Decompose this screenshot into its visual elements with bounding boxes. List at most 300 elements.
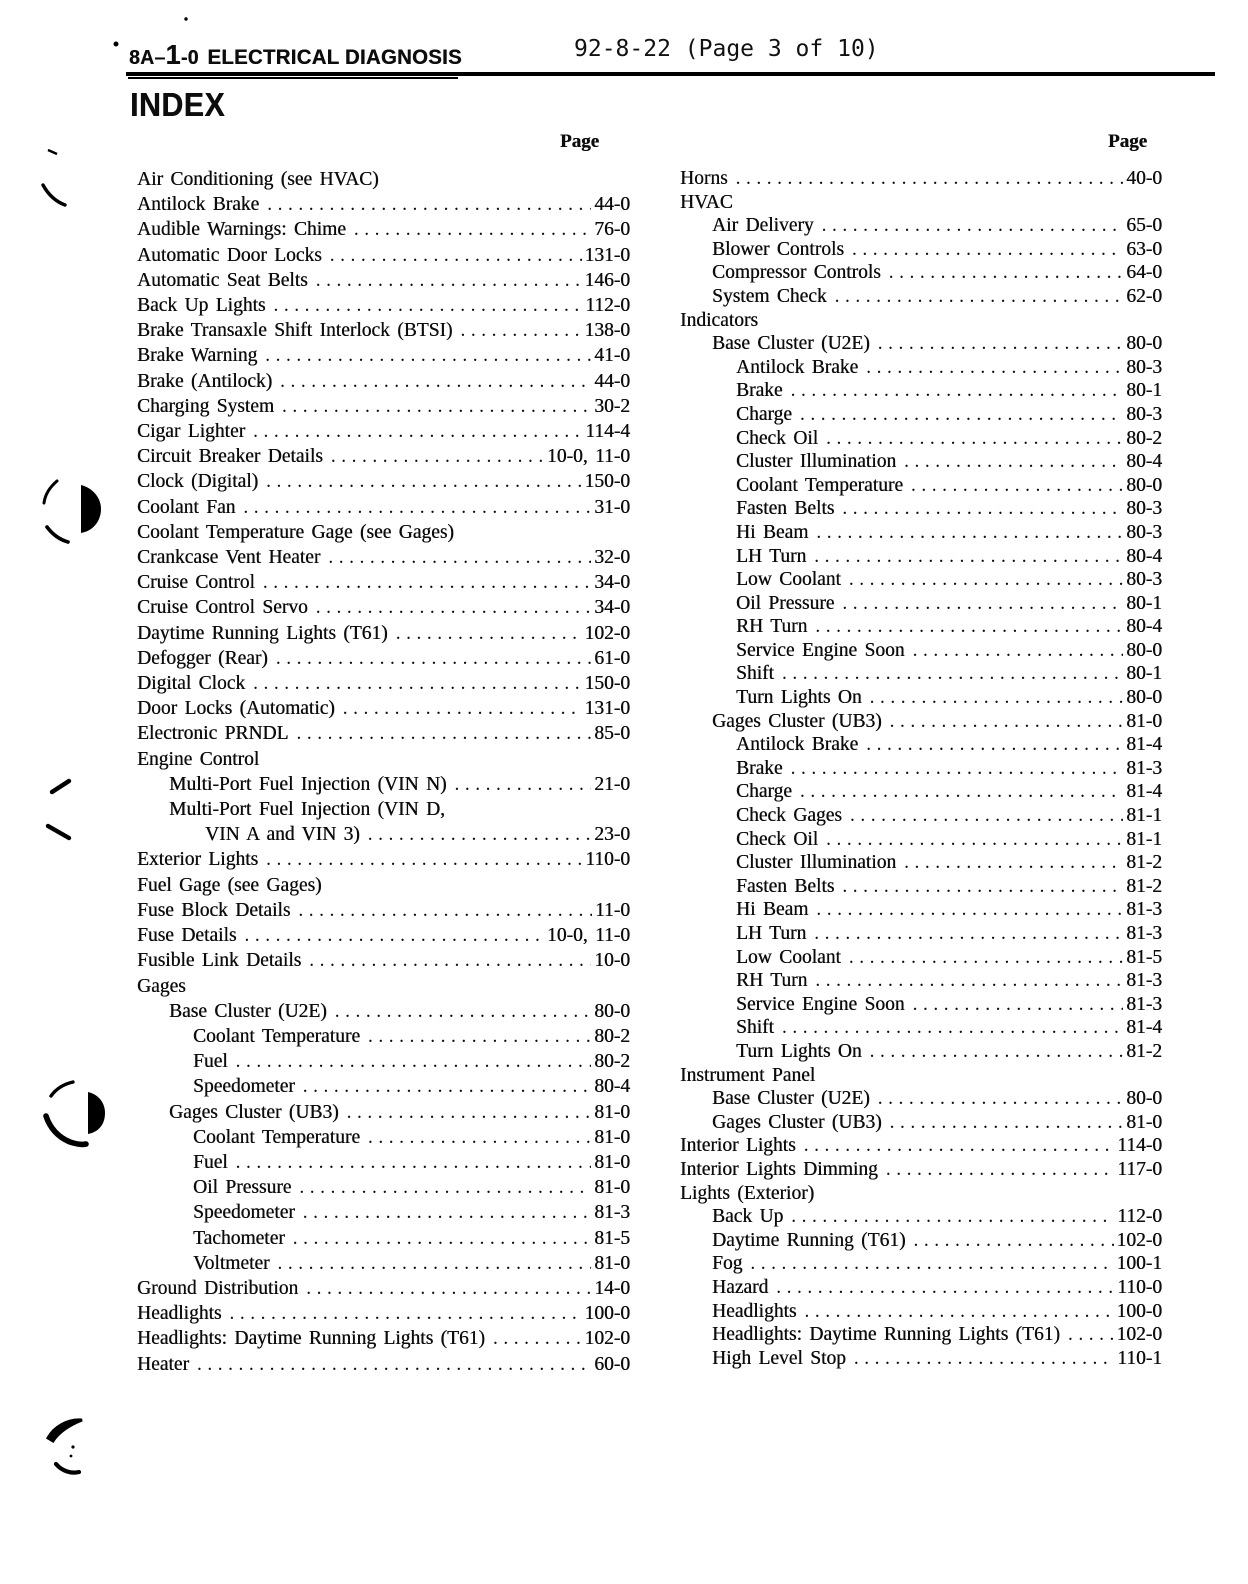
entry-page-number: 80-0	[1126, 333, 1162, 355]
entry-label: Air Conditioning (see HVAC)	[137, 169, 379, 190]
entry-page-number: 80-4	[1126, 616, 1162, 638]
dot-leader	[460, 318, 581, 343]
entry-page-number: 80-0	[1126, 1088, 1162, 1110]
index-entry	[137, 268, 630, 293]
entry-label: Automatic Seat Belts	[137, 269, 308, 291]
entry-label: Cluster Illumination	[736, 852, 897, 874]
entry-page-number: 34-0	[594, 572, 630, 594]
index-entry	[680, 450, 1162, 474]
index-entry	[137, 999, 630, 1024]
dot-leader	[782, 1016, 1123, 1040]
entry-page-number: 114-0	[1117, 1135, 1162, 1157]
entry-label: Check Oil	[736, 828, 819, 850]
index-entry	[137, 1226, 630, 1251]
index-entry	[680, 686, 1162, 710]
index-entry	[137, 948, 630, 973]
dot-leader	[804, 1134, 1115, 1158]
entry-page-number: 21-0	[594, 773, 630, 795]
entry-label: Ground Distribution	[137, 1277, 299, 1299]
page-column-header-left: Page	[560, 131, 600, 152]
index-entry	[680, 710, 1162, 734]
entry-page-number: 31-0	[594, 496, 630, 518]
entry-label: Brake Warning	[137, 345, 258, 367]
dot-leader	[278, 1251, 592, 1276]
index-entry	[137, 822, 630, 847]
speck-mark	[71, 1445, 74, 1448]
entry-label: Cluster Illumination	[736, 451, 897, 473]
index-entry	[137, 646, 630, 671]
index-entry	[137, 1200, 630, 1225]
dot-leader	[293, 1226, 592, 1251]
entry-page-number: 150-0	[584, 673, 630, 695]
dot-leader	[870, 1040, 1124, 1064]
dot-leader	[253, 419, 582, 444]
entry-page-number: 76-0	[594, 219, 630, 241]
index-entry	[680, 828, 1162, 852]
index-entry	[137, 1326, 630, 1351]
dot-leader	[347, 1100, 592, 1125]
index-entry	[137, 1150, 630, 1175]
entry-label: Cruise Control	[137, 572, 255, 594]
entry-label: Lights (Exterior)	[680, 1182, 815, 1204]
index-entry	[680, 474, 1162, 498]
dot-leader	[913, 639, 1124, 663]
index-entry	[137, 696, 630, 721]
entry-label: Low Coolant	[736, 946, 841, 968]
entry-label: Headlights	[712, 1300, 797, 1322]
dot-leader	[244, 923, 544, 948]
entry-label: Voltmeter	[193, 1252, 270, 1274]
index-entry	[680, 662, 1162, 686]
index-entry	[680, 1134, 1162, 1158]
entry-page-number: 100-0	[1116, 1300, 1162, 1322]
entry-page-number: 23-0	[594, 824, 630, 846]
dot-leader	[316, 268, 582, 293]
section-code-number: 1	[165, 39, 181, 70]
punch-hole-mark	[56, 1464, 79, 1473]
index-entry	[680, 379, 1162, 403]
entry-label: LH Turn	[736, 923, 807, 944]
entry-page-number: 114-4	[585, 421, 630, 443]
entry-label: Shift	[736, 663, 774, 685]
dot-leader	[368, 1125, 591, 1150]
entry-page-number: 131-0	[584, 698, 630, 720]
index-entry	[680, 946, 1162, 970]
entry-label: VIN A and VIN 3)	[205, 824, 360, 846]
entry-page-number: 80-1	[1126, 380, 1162, 402]
index-entry	[680, 1229, 1162, 1253]
index-entry	[680, 875, 1162, 899]
index-entry	[680, 1087, 1162, 1111]
entry-page-number: 81-4	[1126, 734, 1162, 756]
running-header	[129, 41, 462, 70]
entry-page-number: 102-0	[584, 622, 630, 644]
dot-leader	[800, 780, 1123, 804]
entry-page-number: 102-0	[1116, 1324, 1162, 1346]
dot-leader	[316, 595, 592, 620]
index-entry	[680, 332, 1162, 356]
entry-label: Headlights	[137, 1303, 222, 1325]
entry-page-number: 80-1	[1126, 663, 1162, 685]
dot-leader	[800, 403, 1123, 427]
index-entry	[137, 469, 630, 494]
dot-leader	[913, 1229, 1113, 1253]
dot-leader	[791, 757, 1124, 781]
entry-label: Gages Cluster (UB3)	[169, 1101, 339, 1123]
entry-label: Turn Lights On	[736, 687, 862, 709]
entry-label: Multi-Port Fuel Injection (VIN D,	[169, 799, 445, 821]
punch-hole-mark	[51, 1082, 73, 1096]
dot-leader	[804, 1300, 1113, 1324]
punch-hole-mark	[88, 1092, 105, 1134]
dot-leader	[273, 293, 582, 318]
index-entry	[137, 419, 630, 444]
punch-hole-mark	[46, 1116, 86, 1144]
entry-label: Base Cluster (U2E)	[712, 1088, 870, 1110]
entry-page-number: 80-3	[1126, 521, 1162, 543]
entry-label: Low Coolant	[736, 569, 841, 591]
dot-leader	[866, 733, 1123, 757]
index-entry	[680, 1347, 1162, 1371]
entry-page-number: 81-5	[1126, 946, 1162, 968]
index-heading	[137, 797, 630, 822]
index-entry	[137, 1251, 630, 1276]
dot-leader	[842, 592, 1123, 616]
entry-label: Interior Lights Dimming	[680, 1158, 878, 1180]
entry-label: System Check	[712, 285, 827, 307]
index-entry	[680, 497, 1162, 521]
index-entry	[680, 1252, 1162, 1276]
entry-page-number: 80-3	[1126, 356, 1162, 378]
entry-page-number: 80-0	[594, 1000, 630, 1022]
dot-leader	[328, 545, 591, 570]
entry-label: Air Delivery	[712, 215, 814, 237]
entry-label: Multi-Port Fuel Injection (VIN N)	[169, 773, 447, 795]
entry-label: Headlights: Daytime Running Lights (T61)	[712, 1324, 1060, 1346]
dot-leader	[736, 167, 1124, 191]
entry-label: Clock (Digital)	[137, 471, 259, 493]
index-heading	[680, 191, 1162, 215]
entry-label: RH Turn	[736, 616, 808, 638]
speck-mark	[70, 1455, 73, 1458]
entry-page-number: 11-0	[594, 899, 630, 921]
entry-page-number: 100-1	[1116, 1253, 1162, 1275]
index-entry	[137, 394, 630, 419]
dot-leader	[309, 948, 591, 973]
dot-leader	[904, 450, 1123, 474]
entry-label: Fuel	[193, 1151, 228, 1173]
entry-page-number: 146-0	[584, 269, 630, 291]
entry-label: Hi Beam	[736, 521, 809, 543]
entry-page-number: 30-2	[594, 395, 630, 417]
index-entry	[680, 804, 1162, 828]
entry-label: Coolant Temperature	[736, 474, 904, 496]
dot-leader	[791, 1205, 1114, 1229]
entry-label: Fuse Block Details	[137, 899, 291, 921]
index-entry	[680, 615, 1162, 639]
dot-leader	[266, 847, 582, 872]
entry-page-number: 81-3	[594, 1202, 630, 1224]
index-entry	[137, 1175, 630, 1200]
dot-leader	[870, 686, 1124, 710]
entry-label: Hi Beam	[736, 899, 809, 921]
entry-label: Hazard	[712, 1276, 769, 1298]
index-heading	[137, 873, 630, 898]
index-heading	[680, 1064, 1162, 1088]
dot-leader	[455, 772, 592, 797]
index-entry	[680, 922, 1162, 946]
entry-page-number: 65-0	[1126, 215, 1162, 237]
dot-leader	[296, 721, 591, 746]
dot-leader	[791, 379, 1124, 403]
entry-label: Coolant Fan	[137, 496, 236, 518]
dot-leader	[913, 993, 1124, 1017]
punch-hole-mark	[81, 485, 101, 533]
entry-label: Interior Lights	[680, 1135, 796, 1157]
entry-label: Exterior Lights	[137, 849, 259, 871]
entry-label: Check Gages	[736, 805, 842, 827]
dot-leader	[303, 1074, 591, 1099]
dot-leader	[842, 497, 1123, 521]
dot-leader	[265, 343, 591, 368]
entry-page-number: 62-0	[1126, 285, 1162, 307]
entry-page-number: 81-0	[594, 1101, 630, 1123]
entry-page-number: 80-2	[1126, 427, 1162, 449]
entry-label: Gages	[137, 975, 186, 997]
dot-leader	[852, 238, 1123, 262]
index-entry	[680, 780, 1162, 804]
entry-label: Antilock Brake	[736, 734, 859, 756]
entry-page-number: 138-0	[584, 320, 630, 342]
entry-label: Defogger (Rear)	[137, 647, 268, 669]
entry-page-number: 81-0	[594, 1151, 630, 1173]
index-entry	[137, 1100, 630, 1125]
entry-page-number: 32-0	[594, 547, 630, 569]
entry-label: LH Turn	[736, 545, 807, 567]
entry-page-number: 81-1	[1126, 828, 1162, 850]
entry-label: Fuel Gage (see Gages)	[137, 874, 322, 896]
entry-page-number: 102-0	[1116, 1229, 1162, 1251]
entry-page-number: 81-2	[1126, 875, 1162, 897]
entry-label: Fog	[712, 1253, 743, 1275]
index-entry	[137, 444, 630, 469]
index-entry	[137, 369, 630, 394]
entry-label: Crankcase Vent Heater	[137, 547, 321, 569]
index-heading	[137, 167, 630, 192]
index-entry	[680, 1040, 1162, 1064]
dot-leader	[266, 469, 581, 494]
entry-label: Fuse Details	[137, 925, 237, 947]
entry-page-number: 44-0	[594, 194, 630, 216]
dot-leader	[343, 696, 582, 721]
index-entry	[137, 495, 630, 520]
entry-page-number: 80-2	[594, 1051, 630, 1073]
index-entry	[137, 343, 630, 368]
dot-leader	[368, 822, 591, 847]
dot-leader	[330, 243, 582, 268]
index-heading	[137, 974, 630, 999]
entry-label: Compressor Controls	[712, 262, 881, 284]
dot-leader	[282, 394, 591, 419]
entry-page-number: 34-0	[594, 597, 630, 619]
dot-leader	[835, 285, 1124, 309]
dot-leader	[782, 662, 1123, 686]
speck-mark	[184, 17, 187, 20]
entry-page-number: 80-0	[1126, 474, 1162, 496]
entry-label: Daytime Running (T61)	[712, 1229, 906, 1251]
index-entry	[137, 545, 630, 570]
dot-leader	[331, 444, 544, 469]
dot-leader	[776, 1276, 1114, 1300]
index-entry	[680, 1323, 1162, 1347]
entry-label: Electronic PRNDL	[137, 723, 289, 745]
entry-page-number: 14-0	[594, 1277, 630, 1299]
entry-label: Automatic Door Locks	[137, 244, 322, 266]
punch-hole-mark	[48, 1420, 82, 1441]
pen-mark	[48, 150, 57, 154]
entry-label: Check Oil	[736, 427, 819, 449]
index-entry	[137, 1024, 630, 1049]
entry-page-number: 81-3	[1126, 970, 1162, 992]
entry-label: Digital Clock	[137, 673, 246, 695]
dot-leader	[750, 1252, 1113, 1276]
dot-leader	[303, 1200, 591, 1225]
entry-page-number: 81-0	[594, 1126, 630, 1148]
entry-page-number: 81-3	[1126, 899, 1162, 921]
entry-page-number: 40-0	[1126, 168, 1162, 189]
entry-label: Charge	[736, 403, 792, 425]
index-entry	[137, 318, 630, 343]
entry-page-number: 64-0	[1126, 262, 1162, 284]
entry-label: Brake	[736, 757, 783, 779]
index-entry	[680, 167, 1162, 191]
dot-leader	[890, 710, 1124, 734]
index-entry	[680, 1111, 1162, 1135]
entry-page-number: 81-0	[594, 1252, 630, 1274]
entry-page-number: 80-2	[594, 1025, 630, 1047]
index-entry	[680, 851, 1162, 875]
entry-label: Oil Pressure	[193, 1177, 292, 1199]
dot-leader	[822, 214, 1124, 238]
index-entry	[680, 969, 1162, 993]
entry-label: Gages Cluster (UB3)	[712, 710, 882, 732]
entry-label: Fuel	[193, 1051, 228, 1073]
dot-leader	[889, 261, 1123, 285]
page-column-header-right: Page	[1108, 131, 1148, 152]
entry-page-number: 150-0	[584, 471, 630, 493]
dot-leader	[236, 1049, 592, 1074]
entry-label: Instrument Panel	[680, 1064, 816, 1086]
dot-leader	[878, 332, 1124, 356]
index-entry	[137, 595, 630, 620]
dot-leader	[335, 999, 592, 1024]
entry-page-number: 80-4	[1126, 545, 1162, 567]
pen-mark	[43, 185, 65, 205]
entry-page-number: 81-0	[1126, 710, 1162, 732]
index-heading	[680, 1182, 1162, 1206]
entry-label: Daytime Running Lights (T61)	[137, 622, 388, 644]
entry-label: Audible Warnings: Chime	[137, 219, 346, 241]
section-code-prefix: 8A–	[129, 47, 166, 69]
index-entry	[680, 1276, 1162, 1300]
entry-page-number: 117-0	[1117, 1158, 1162, 1180]
entry-label: Fasten Belts	[736, 875, 835, 897]
index-entry	[137, 1301, 630, 1326]
index-entry	[680, 403, 1162, 427]
dot-leader	[493, 1326, 582, 1351]
dot-leader	[299, 1175, 591, 1200]
entry-page-number: 10-0	[594, 950, 630, 972]
entry-label: Brake Transaxle Shift Interlock (BTSI)	[137, 320, 453, 342]
index-entry	[137, 772, 630, 797]
entry-label: Service Engine Soon	[736, 639, 905, 661]
index-entry	[137, 1049, 630, 1074]
index-entry	[137, 847, 630, 872]
dot-leader	[229, 1301, 581, 1326]
entry-page-number: 112-0	[1117, 1206, 1162, 1228]
date-page-stamp: 92-8-22 (Page 3 of 10)	[574, 36, 879, 62]
pen-mark	[48, 826, 69, 838]
entry-label: Indicators	[680, 309, 758, 331]
index-entry	[137, 1276, 630, 1301]
entry-label: Fasten Belts	[736, 498, 835, 520]
section-title: ELECTRICAL DIAGNOSIS	[207, 46, 462, 69]
entry-label: High Level Stop	[712, 1347, 846, 1369]
entry-label: Coolant Temperature	[193, 1126, 361, 1148]
index-entry	[137, 217, 630, 242]
entry-label: Gages Cluster (UB3)	[712, 1111, 882, 1133]
index-entry	[137, 621, 630, 646]
dot-leader	[890, 1111, 1124, 1135]
index-heading	[137, 747, 630, 772]
entry-page-number: 63-0	[1126, 238, 1162, 260]
entry-page-number: 110-1	[1117, 1347, 1162, 1369]
entry-page-number: 81-0	[594, 1177, 630, 1199]
dot-leader	[815, 969, 1123, 993]
index-entry	[137, 1074, 630, 1099]
index-entry	[680, 898, 1162, 922]
entry-label: Brake	[736, 380, 783, 402]
entry-label: Blower Controls	[712, 238, 844, 260]
index-entry	[680, 757, 1162, 781]
entry-page-number: 10-0, 11-0	[546, 925, 630, 947]
entry-label: Horns	[680, 168, 728, 189]
index-entry	[680, 427, 1162, 451]
index-entry	[680, 568, 1162, 592]
dot-leader	[814, 545, 1123, 569]
entry-page-number: 110-0	[1117, 1276, 1162, 1298]
entry-page-number: 100-0	[584, 1303, 630, 1325]
entry-label: Charge	[736, 781, 792, 803]
entry-page-number: 112-0	[585, 295, 630, 317]
index-entry	[137, 293, 630, 318]
index-entry	[680, 639, 1162, 663]
dot-leader	[904, 851, 1123, 875]
entry-label: Tachometer	[193, 1227, 285, 1249]
entry-page-number: 80-1	[1126, 592, 1162, 614]
dot-leader	[814, 922, 1123, 946]
dot-leader	[849, 946, 1123, 970]
index-entry	[680, 1300, 1162, 1324]
entry-label: Brake (Antilock)	[137, 370, 273, 392]
index-entry	[680, 733, 1162, 757]
dot-leader	[243, 495, 591, 520]
entry-page-number: 110-0	[585, 849, 630, 871]
dot-leader	[816, 521, 1123, 545]
entry-label: Headlights: Daytime Running Lights (T61)	[137, 1328, 485, 1350]
dot-leader	[842, 875, 1123, 899]
dot-leader	[878, 1087, 1124, 1111]
